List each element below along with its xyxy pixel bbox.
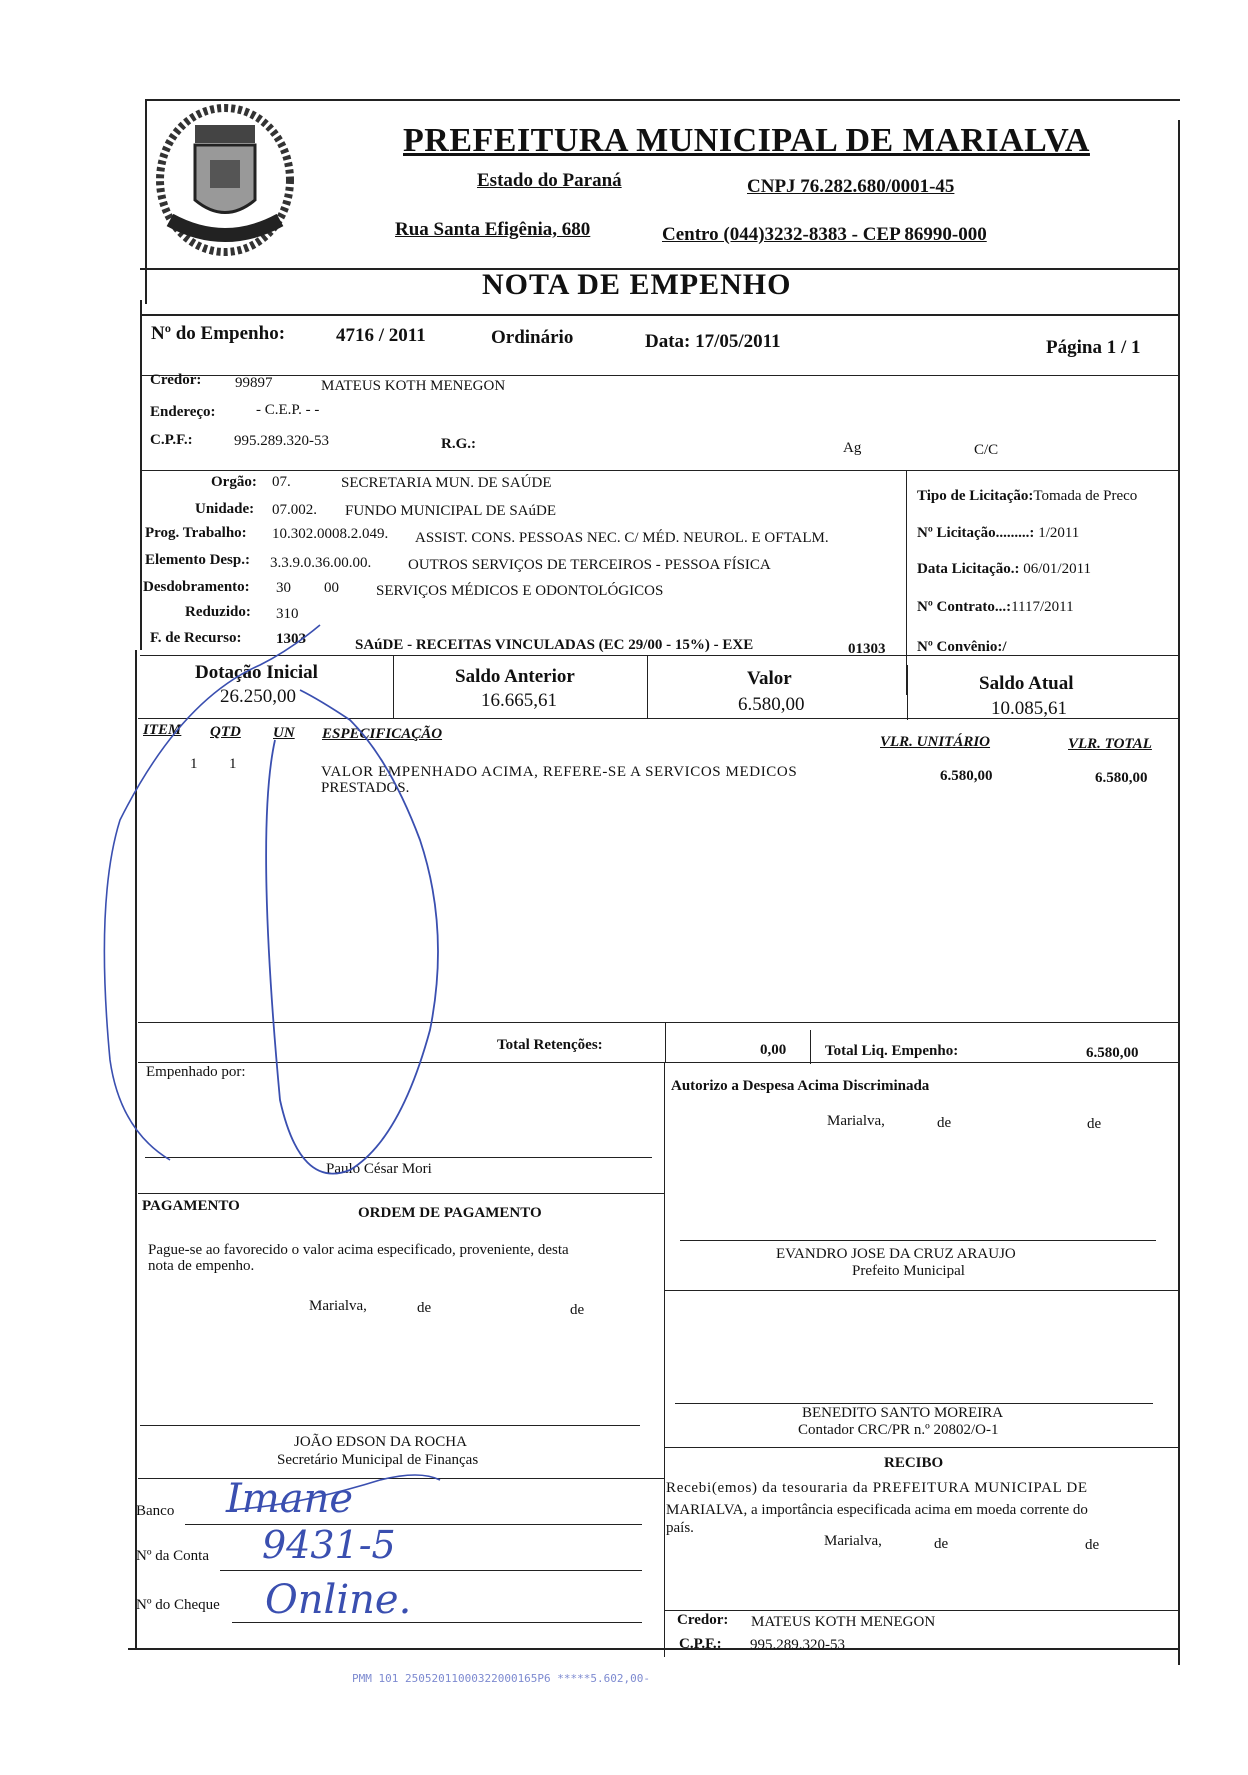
recibo-texto-3: país.: [666, 1520, 694, 1536]
contador-sign-line: [675, 1403, 1153, 1404]
credor-nome: MATEUS KOTH MENEGON: [321, 378, 506, 394]
saldos-top: [140, 655, 1180, 656]
contador-box-bottom: [664, 1447, 1180, 1448]
ag-label: Ag: [843, 440, 862, 456]
licitacao-numero: [917, 525, 1079, 542]
recibo-texto-2: MARIALVA, a importância especificada acima em moeda corrente do: [666, 1502, 1088, 1518]
recurso-nome: SAúDE - RECEITAS VINCULADAS (EC 29/00 - 15%) - EXE: [355, 637, 754, 653]
recibo-local: Marialva,: [824, 1533, 882, 1549]
prefeito-cargo: Prefeito Municipal: [852, 1263, 965, 1279]
valor-valor: 6.580,00: [738, 694, 805, 715]
licitacao-tipo: [917, 488, 1137, 505]
saldo-anterior-valor: 16.665,61: [481, 690, 557, 711]
orgao-cod: 07.: [272, 474, 291, 490]
totais-top: [138, 1022, 1180, 1023]
saldo-atual-label: Saldo Atual: [979, 673, 1074, 694]
orgao-label: Orgão:: [211, 474, 257, 490]
credor-divider: [140, 470, 1180, 471]
licitacao-contrato: [917, 599, 1074, 616]
total-retencoes-label: Total Retenções:: [497, 1037, 603, 1053]
banco-label: Banco: [136, 1503, 175, 1519]
elemento-cod: 3.3.9.0.36.00.00.: [270, 555, 372, 571]
left-border: [140, 300, 142, 650]
licitacao-data-label: Data Licitação.:: [917, 561, 1020, 577]
licitacao-numero-label: Nº Licitação.........:: [917, 525, 1035, 541]
valor-label: Valor: [747, 668, 792, 689]
endereco-label: Endereço:: [150, 404, 216, 420]
contato-prefeitura: Centro (044)3232-8383 - CEP 86990-000: [662, 224, 987, 245]
cpf-valor: 995.289.320-53: [234, 433, 329, 449]
licitacao-data-valor: 06/01/2011: [1023, 561, 1092, 577]
prog-cod: 10.302.0008.2.049.: [272, 526, 389, 542]
saldos-v3: [907, 665, 908, 720]
reduzido-valor: 310: [276, 606, 299, 622]
licitacao-convenio: Nº Convênio:/: [917, 639, 1007, 655]
desdobramento-label: Desdobramento:: [143, 579, 250, 595]
pagamento-top: [138, 1193, 665, 1194]
empenho-tipo: Ordinário: [491, 327, 574, 348]
col-item: ITEM: [143, 722, 182, 738]
endereco-prefeitura: Rua Santa Efigênia, 680: [395, 219, 591, 240]
row-especificacao-2: PRESTADOS.: [321, 780, 410, 796]
prefeito-nome: EVANDRO JOSE DA CRUZ ARAUJO: [776, 1246, 1016, 1262]
prog-label: Prog. Trabalho:: [145, 525, 247, 541]
desdobramento-cod2: 00: [324, 580, 339, 596]
saldo-anterior-label: Saldo Anterior: [455, 666, 575, 687]
cc-label: C/C: [974, 442, 999, 458]
elemento-label: Elemento Desp.:: [145, 552, 250, 568]
empenho-data: Data: 17/05/2011: [645, 331, 781, 352]
pagamento-label: PAGAMENTO: [142, 1198, 240, 1214]
secretario-nome: JOÃO EDSON DA ROCHA: [294, 1434, 467, 1450]
recibo-de-2: de: [1085, 1537, 1100, 1553]
total-retencoes-valor: 0,00: [760, 1042, 787, 1058]
cheque-label: Nº do Cheque: [136, 1597, 220, 1613]
middle-vertical: [664, 1062, 665, 1657]
dotacao-inicial-valor: 26.250,00: [220, 686, 296, 707]
left-border-lower: [135, 650, 137, 1650]
unidade-nome: FUNDO MUNICIPAL DE SAúDE: [345, 503, 556, 519]
desdobramento-cod1: 30: [276, 580, 291, 596]
total-liquido-label: Total Liq. Empenho:: [825, 1043, 959, 1059]
contador-nome: BENEDITO SANTO MOREIRA: [802, 1405, 1004, 1421]
col-un: UN: [273, 725, 295, 741]
pagamento-de-1: de: [417, 1300, 432, 1316]
saldos-v1: [393, 655, 394, 718]
ordem-pagamento-label: ORDEM DE PAGAMENTO: [358, 1205, 542, 1221]
outer-border-top: [145, 99, 1180, 101]
recibo-de-1: de: [934, 1536, 949, 1552]
col-especificacao: ESPECIFICAÇÃO: [322, 726, 443, 742]
outer-border-left: [145, 99, 147, 304]
recibo-title: RECIBO: [884, 1455, 944, 1471]
unidade-cod: 07.002.: [272, 502, 317, 518]
recibo-credor-label: Credor:: [677, 1612, 729, 1628]
estado: Estado do Paraná: [477, 170, 622, 191]
rg-label: R.G.:: [441, 436, 476, 452]
recibo-cpf-valor: 995.289.320-53: [750, 1637, 845, 1653]
recibo-box-bottom: [664, 1610, 1180, 1611]
elemento-nome: OUTROS SERVIÇOS DE TERCEIROS - PESSOA FÍSICA: [408, 557, 771, 573]
licitacao-tipo-valor: Tomada de Preco: [1033, 488, 1138, 504]
recibo-credor-nome: MATEUS KOTH MENEGON: [751, 1614, 936, 1630]
total-liquido-valor: 6.580,00: [1086, 1045, 1139, 1061]
credor-codigo: 99897: [235, 375, 273, 391]
credor-label: Credor:: [150, 372, 202, 388]
conta-field-line: [220, 1570, 642, 1571]
pagamento-texto-1: Pague-se ao favorecido o valor acima especificado, proveniente, desta: [148, 1242, 569, 1258]
autorizo-label: Autorizo a Despesa Acima Discriminada: [671, 1078, 930, 1094]
page-title: PREFEITURA MUNICIPAL DE MARIALVA: [403, 122, 1090, 159]
conta-label: Nº da Conta: [136, 1548, 209, 1564]
recurso-num: 01303: [848, 641, 886, 657]
cnpj: CNPJ 76.282.680/0001-45: [747, 176, 955, 197]
doc-title: NOTA DE EMPENHO: [482, 268, 792, 301]
autorizo-de-1: de: [937, 1115, 952, 1131]
row-item: 1: [190, 756, 198, 772]
row-qtd: 1: [229, 756, 237, 772]
conta-valor[interactable]: 9431-5: [262, 1523, 396, 1567]
row-especificacao-1: VALOR EMPENHADO ACIMA, REFERE-SE A SERVICOS MEDICOS: [321, 764, 798, 780]
licitacao-contrato-label: Nº Contrato...:: [917, 599, 1012, 615]
row-vlr-unitario: 6.580,00: [940, 768, 993, 784]
empenho-numero-label: Nº do Empenho:: [151, 323, 286, 344]
endereco-valor: - C.E.P. - -: [256, 402, 320, 418]
title-divider: [140, 314, 1180, 316]
orgao-nome: SECRETARIA MUN. DE SAÚDE: [341, 475, 552, 491]
pagamento-local: Marialva,: [309, 1298, 367, 1314]
empenhado-por-label: Empenhado por:: [146, 1064, 246, 1080]
banco-field-line: [185, 1524, 642, 1525]
prefeito-sign-line: [680, 1240, 1156, 1241]
autorizo-de-2: de: [1087, 1116, 1102, 1132]
empenhado-por-nome: Paulo César Mori: [326, 1161, 432, 1177]
outer-border-right: [1178, 120, 1180, 1665]
col-vlr-total: VLR. TOTAL: [1068, 736, 1152, 752]
empenho-divider: [140, 375, 1180, 376]
prog-nome: ASSIST. CONS. PESSOAS NEC. C/ MÉD. NEUROL. E OFTALM.: [415, 530, 829, 546]
cpf-label: C.P.F.:: [150, 432, 193, 448]
pagamento-texto-2: nota de empenho.: [148, 1258, 255, 1274]
recurso-label: F. de Recurso:: [150, 630, 242, 646]
totais-v2: [810, 1030, 811, 1064]
desdobramento-nome: SERVIÇOS MÉDICOS E ODONTOLÓGICOS: [376, 583, 664, 599]
banco-valor[interactable]: Imane: [226, 1476, 354, 1522]
unidade-label: Unidade:: [195, 501, 255, 517]
secretario-cargo: Secretário Municipal de Finanças: [277, 1452, 479, 1468]
licitacao-tipo-label: Tipo de Licitação:: [917, 488, 1034, 504]
secretario-sign-line: [140, 1425, 640, 1426]
row-vlr-total: 6.580,00: [1095, 770, 1148, 786]
empenhado-sign-line: [145, 1157, 652, 1158]
cheque-valor[interactable]: Online.: [265, 1577, 412, 1623]
col-qtd: QTD: [210, 724, 241, 740]
recurso-cod: 1303: [276, 631, 306, 647]
saldo-atual-valor: 10.085,61: [991, 698, 1067, 719]
bottom-border: [128, 1648, 1180, 1650]
empenho-numero: 4716 / 2011: [336, 325, 426, 346]
dotacao-inicial-label: Dotação Inicial: [195, 662, 318, 683]
reduzido-label: Reduzido:: [185, 604, 251, 620]
licitacao-numero-valor: 1/2011: [1038, 525, 1080, 541]
totais-v1: [665, 1022, 666, 1062]
col-vlr-unitario: VLR. UNITÁRIO: [880, 734, 991, 750]
licitacao-vertical: [906, 470, 907, 695]
recibo-cpf-label: C.P.F.:: [679, 1636, 722, 1652]
licitacao-contrato-valor: 1117/2011: [1011, 599, 1074, 615]
empenho-pagina: Página 1 / 1: [1046, 337, 1141, 358]
saldos-v2: [647, 655, 648, 718]
banco-box-top: [138, 1478, 665, 1479]
totais-bottom: [138, 1062, 1180, 1063]
autenticacao-mecanica: PMM 101 25052011000322000165P6 *****5.602,00-: [352, 1672, 651, 1685]
recibo-texto-1: Recebi(emos) da tesouraria da PREFEITURA MUNICIPAL DE: [666, 1480, 1088, 1496]
prefeito-box-bottom: [664, 1290, 1180, 1291]
licitacao-data: [917, 561, 1091, 578]
autorizo-local: Marialva,: [827, 1113, 885, 1129]
contador-cargo: Contador CRC/PR n.º 20802/O-1: [798, 1422, 999, 1438]
coat-of-arms-logo: [150, 100, 300, 260]
pagamento-de-2: de: [570, 1302, 585, 1318]
